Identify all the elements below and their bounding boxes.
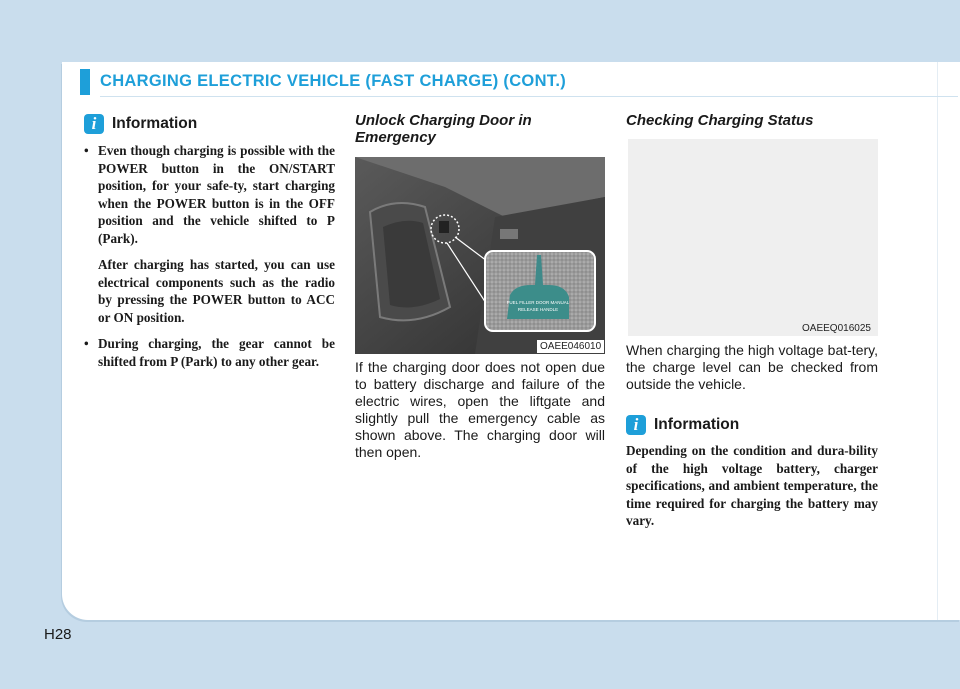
middle-column <box>355 112 605 146</box>
section-title: CHARGING ELECTRIC VEHICLE (FAST CHARGE) (CONT.) <box>100 72 567 90</box>
status-description: When charging the high voltage bat-tery, the charge level can be checked from outside the vehicle. <box>626 342 878 392</box>
bullet-paragraph: After charging has started, you can use electrical components such as the radio by pressing the POWER button to ACC or ON position. <box>98 257 335 325</box>
section-header <box>80 69 958 95</box>
page-edge-divider <box>937 62 938 620</box>
list-item <box>84 142 335 326</box>
charging-status-image <box>628 139 878 336</box>
middle-body <box>355 359 605 461</box>
info-heading <box>84 114 335 134</box>
page-number: H28 <box>44 626 72 643</box>
info-title: Information <box>654 416 740 433</box>
info-icon: i <box>84 114 104 134</box>
tag-label-line: RELEASE HANDLE <box>517 307 559 312</box>
heading-line: Unlock Charging Door in <box>355 112 532 129</box>
info-heading <box>626 415 878 435</box>
bullet-paragraph: • Even though charging is possible with the POWER button in the ON/START position, for your safe-ty, start charging when the POWER button is in the OFF position and the vehicle shifted to P (Park). <box>98 143 335 246</box>
list-item <box>84 335 335 370</box>
emergency-instructions: If the charging door does not open due to battery discharge and failure of the electric wires, open the liftgate and slightly pull the emergency cable as shown above. The charging door will then open. <box>355 359 605 460</box>
section-heading-emergency <box>355 112 605 146</box>
emergency-release-image <box>355 157 605 354</box>
section-heading-status: Checking Charging Status <box>626 112 814 129</box>
right-column <box>626 112 876 129</box>
trunk-illustration <box>355 157 605 354</box>
image-caption: OAEEQ016025 <box>802 323 871 334</box>
header-accent-bar <box>80 69 90 95</box>
right-body <box>626 342 878 530</box>
info-bullet-list <box>84 142 335 370</box>
header-rule <box>100 96 958 97</box>
info-note: Depending on the condition and dura-bility of the high voltage battery, charger specifications, and ambient temperature, the time required for charging the battery may vary. <box>626 443 878 528</box>
heading-line: Emergency <box>355 129 436 146</box>
tag-label-line: FUEL FILLER DOOR MANUAL <box>506 300 570 305</box>
info-title: Information <box>112 115 198 132</box>
image-caption: OAEE046010 <box>537 340 604 353</box>
info-icon: i <box>626 415 646 435</box>
left-column <box>84 114 335 379</box>
bullet-paragraph: • During charging, the gear cannot be shifted from P (Park) to any other gear. <box>98 336 335 369</box>
